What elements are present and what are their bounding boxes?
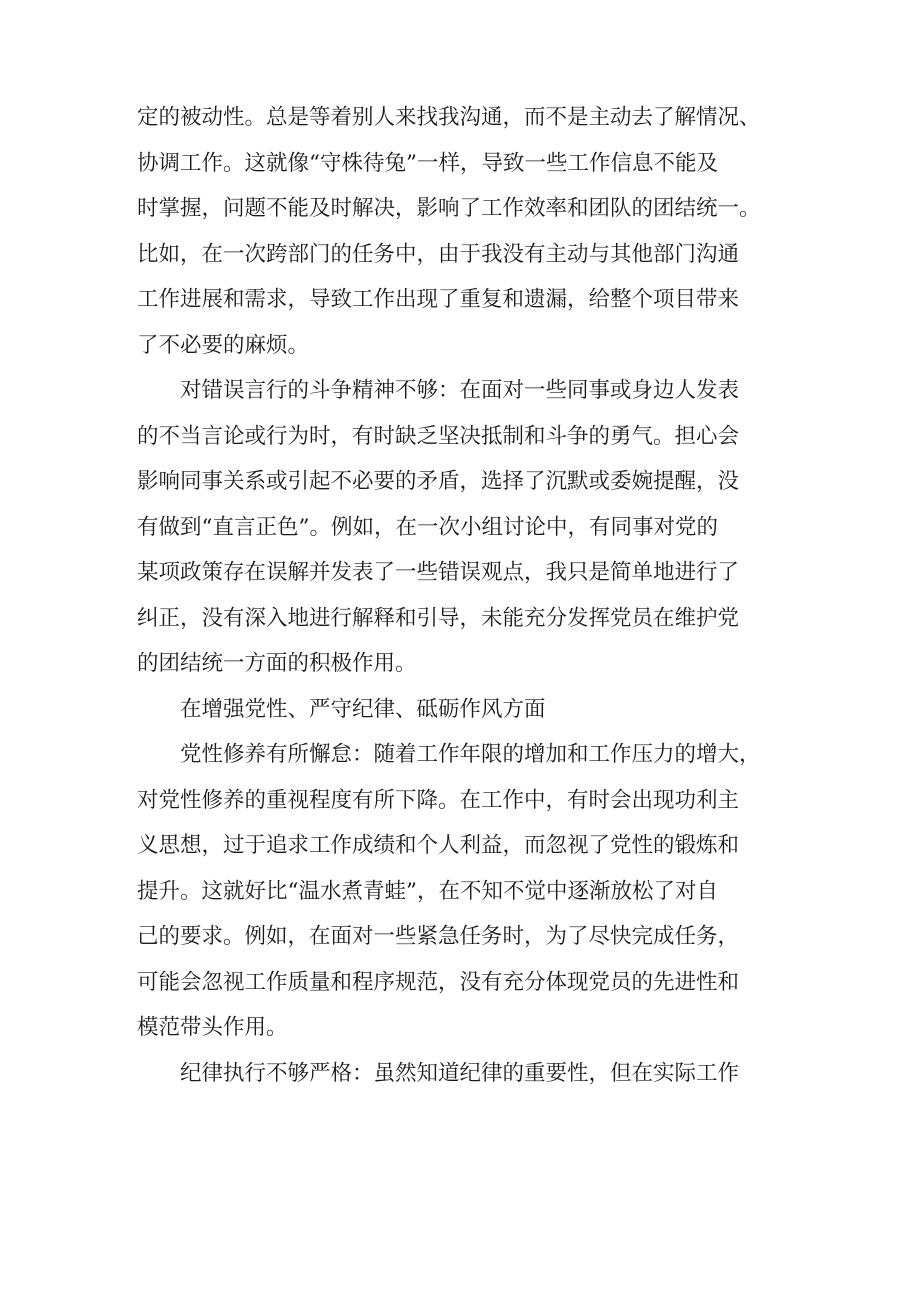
text-line: 影响同事关系或引起不必要的矛盾，选择了沉默或委婉提醒，没 xyxy=(137,469,740,494)
text-line: 有做到“直言正色”。例如，在一次小组讨论中，有同事对党的 xyxy=(137,514,718,540)
text-line: 定的被动性。总是等着别人来找我沟通，而不是主动去了解情况、 xyxy=(137,105,761,130)
document-page xyxy=(137,95,797,1096)
text-line: 比如，在一次跨部门的任务中，由于我没有主动与其他部门沟通 xyxy=(137,241,740,267)
text-line: 义思想，过于追求工作成绩和个人利益，而忽视了党性的锻炼和 xyxy=(137,833,740,858)
text-line: 的团结统一方面的积极作用。 xyxy=(137,651,417,676)
text-line: 纪律执行不够严格：虽然知道纪律的重要性，但在实际工作 xyxy=(180,1060,740,1086)
paragraph-p5 xyxy=(137,1051,797,1097)
text-line: 的不当言论或行为时，有时缺乏坚决抵制和斗争的勇气。担心会 xyxy=(137,423,740,449)
text-line: 己的要求。例如，在面对一些紧急任务时，为了尽快完成任务， xyxy=(137,924,740,949)
section-heading xyxy=(137,687,797,733)
text-line: 纠正，没有深入地进行解释和引导，未能充分发挥党员在维护党 xyxy=(137,605,740,631)
text-line: 某项政策存在误解并发表了一些错误观点，我只是简单地进行了 xyxy=(137,560,740,585)
text-line: 可能会忽视工作质量和程序规范，没有充分体现党员的先进性和 xyxy=(137,969,740,995)
text-line: 对党性修养的重视程度有所下降。在工作中，有时会出现功利主 xyxy=(137,787,740,813)
text-line: 工作进展和需求，导致工作出现了重复和遗漏，给整个项目带来 xyxy=(137,287,740,312)
paragraph-p2 xyxy=(137,368,797,687)
paragraph-p1 xyxy=(137,95,797,368)
text-line: 了不必要的麻烦。 xyxy=(137,332,310,358)
heading-line: 在增强党性、严守纪律、砥砺作风方面 xyxy=(180,696,546,722)
text-line: 模范带头作用。 xyxy=(137,1015,288,1040)
text-line: 提升。这就好比“温水煮青蛙”，在不知不觉中逐渐放松了对自 xyxy=(137,878,718,904)
text-line: 对错误言行的斗争精神不够：在面对一些同事或身边人发表 xyxy=(180,378,740,403)
text-line: 时掌握，问题不能及时解决，影响了工作效率和团队的团结统一。 xyxy=(137,196,761,221)
paragraph-p4 xyxy=(137,732,797,1051)
text-line: 党性修养有所懈怠：随着工作年限的增加和工作压力的增大， xyxy=(180,742,761,767)
text-line: 协调工作。这就像“守株待兔”一样，导致一些工作信息不能及 xyxy=(137,150,718,176)
